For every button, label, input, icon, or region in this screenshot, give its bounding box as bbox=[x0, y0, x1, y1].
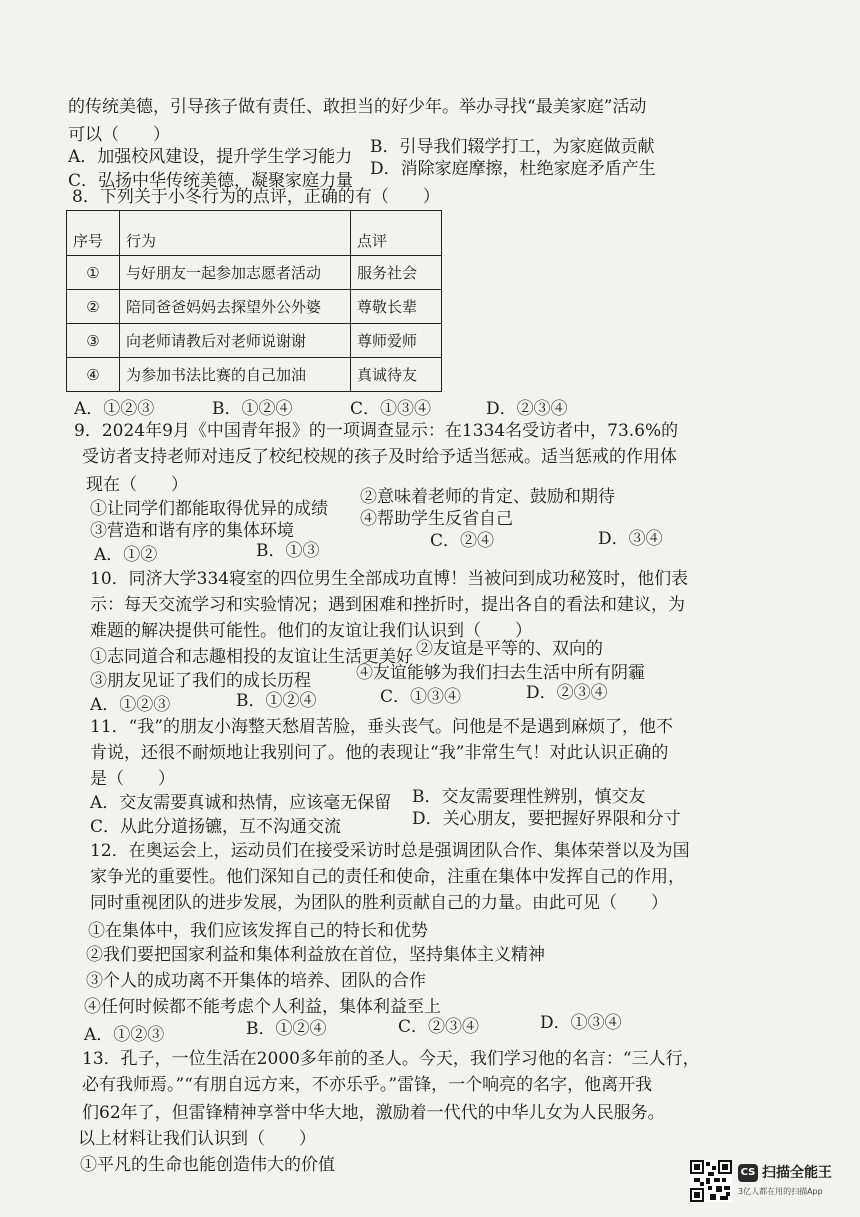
q8-option-d: D．②③④ bbox=[486, 399, 568, 419]
q11-option-d: D．关心朋友，要把握好界限和分寸 bbox=[412, 809, 681, 829]
q13-stem-line-2: 必有我师焉。”“有朋自远方来，不亦乐乎。”雷锋，一个响亮的名字，他离开我 bbox=[82, 1075, 653, 1095]
q9-stem-line-3: 现在（ ） bbox=[86, 475, 188, 495]
q10-option-c: C．①③④ bbox=[380, 687, 462, 707]
q12-stem-line-3: 同时重视团队的进步发展，为团队的胜利贡献自己的力量。由此可见（ ） bbox=[90, 893, 668, 913]
table-row bbox=[67, 256, 442, 290]
q10-statement-2: ②友谊是平等的、双向的 bbox=[416, 639, 603, 659]
table-cell-comment: 服务社会 bbox=[351, 256, 442, 290]
q9-statement-2: ②意味着老师的肯定、鼓励和期待 bbox=[360, 487, 615, 507]
q9-option-b: B．①③ bbox=[256, 541, 320, 561]
q12-statement-2: ②我们要把国家利益和集体利益放在首位，坚持集体主义精神 bbox=[86, 945, 545, 965]
q8-stem: 8．下列关于小冬行为的点评，正确的有（ ） bbox=[72, 187, 440, 207]
q11-stem-line-2: 肯说，还很不耐烦地让我别问了。他的表现让“我”非常生气！对此认识正确的 bbox=[90, 743, 669, 763]
q13-statement-1: ①平凡的生命也能创造伟大的价值 bbox=[80, 1155, 335, 1175]
scanner-brand: 扫描全能王 bbox=[762, 1165, 832, 1181]
q12-option-c: C．②③④ bbox=[398, 1017, 480, 1037]
q7-stem-line-2: 可以（ ） bbox=[68, 125, 170, 145]
q13-stem-line-4: 以上材料让我们认识到（ ） bbox=[78, 1129, 316, 1149]
q10-option-d: D．②③④ bbox=[526, 683, 608, 703]
table-cell-number: ② bbox=[67, 290, 120, 324]
q10-option-b: B．①②④ bbox=[236, 691, 317, 711]
q9-statement-1: ①让同学们都能取得优异的成绩 bbox=[90, 499, 328, 519]
table-row bbox=[67, 324, 442, 358]
table-header-comment: 点评 bbox=[351, 211, 442, 256]
q10-stem-line-3: 难题的解决提供可能性。他们的友谊让我们认识到（ ） bbox=[90, 621, 532, 641]
q8-table bbox=[66, 210, 442, 392]
scanner-watermark bbox=[690, 1160, 850, 1206]
q7-stem-line-1: 的传统美德，引导孩子做有责任、敢担当的好少年。举办寻找“最美家庭”活动 bbox=[68, 97, 647, 117]
q13-stem-line-3: 们62年了，但雷锋精神享誉中华大地，激励着一代代的中华儿女为人民服务。 bbox=[82, 1103, 665, 1123]
q7-option-a: A．加强校风建设，提升学生学习能力 bbox=[68, 147, 353, 167]
q12-statement-4: ④任何时候都不能考虑个人利益，集体利益至上 bbox=[84, 997, 441, 1017]
q12-stem-line-1: 12．在奥运会上，运动员们在接受采访时总是强调团队合作、集体荣誉以及为国 bbox=[90, 841, 690, 861]
q11-option-b: B．交友需要理性辨别，慎交友 bbox=[412, 787, 646, 807]
cs-logo-icon: CS bbox=[738, 1164, 758, 1182]
q10-option-a: A．①②③ bbox=[90, 695, 171, 715]
table-row bbox=[67, 358, 442, 392]
table-cell-comment: 尊敬长辈 bbox=[351, 290, 442, 324]
table-row bbox=[67, 290, 442, 324]
q10-stem-line-1: 10．同济大学334寝室的四位男生全部成功直博！当被问到成功秘笈时，他们表 bbox=[90, 569, 689, 589]
table-cell-behavior: 与好朋友一起参加志愿者活动 bbox=[120, 256, 351, 290]
q11-stem-line-1: 11．“我”的朋友小海整天愁眉苦脸，垂头丧气。问他是不是遇到麻烦了，他不 bbox=[90, 717, 674, 737]
table-cell-behavior: 陪同爸爸妈妈去探望外公外婆 bbox=[120, 290, 351, 324]
q7-option-d: D．消除家庭摩擦，杜绝家庭矛盾产生 bbox=[370, 159, 656, 179]
q9-stem-line-2: 受访者支持老师对违反了校纪校规的孩子及时给予适当惩戒。适当惩戒的作用体 bbox=[82, 447, 677, 467]
q10-statement-4: ④友谊能够为我们扫去生活中所有阴霾 bbox=[356, 663, 645, 683]
table-header-number: 序号 bbox=[67, 211, 120, 256]
q12-option-b: B．①②④ bbox=[246, 1019, 327, 1039]
q8-option-b: B．①②④ bbox=[212, 399, 293, 419]
q9-statement-4: ④帮助学生反省自己 bbox=[360, 509, 513, 529]
q10-statement-3: ③朋友见证了我们的成长历程 bbox=[90, 671, 311, 691]
table-header-behavior: 行为 bbox=[120, 211, 351, 256]
q11-option-a: A．交友需要真诚和热情，应该毫无保留 bbox=[90, 793, 392, 813]
q12-statement-1: ①在集体中，我们应该发挥自己的特长和优势 bbox=[88, 921, 428, 941]
q11-option-c: C．从此分道扬镳，互不沟通交流 bbox=[90, 817, 342, 837]
table-cell-number: ③ bbox=[67, 324, 120, 358]
q9-option-c: C．②④ bbox=[430, 531, 495, 551]
qr-code-icon bbox=[690, 1160, 732, 1202]
table-cell-behavior: 向老师请教后对老师说谢谢 bbox=[120, 324, 351, 358]
q8-option-a: A．①②③ bbox=[74, 399, 155, 419]
table-cell-comment: 尊师爱师 bbox=[351, 324, 442, 358]
q12-option-a: A．①②③ bbox=[84, 1025, 165, 1045]
table-cell-behavior: 为参加书法比赛的自己加油 bbox=[120, 358, 351, 392]
q11-stem-line-3: 是（ ） bbox=[90, 769, 175, 789]
q9-stem-line-1: 9．2024年9月《中国青年报》的一项调查显示：在1334名受访者中，73.6%的 bbox=[74, 421, 679, 441]
q13-stem-line-1: 13．孔子，一位生活在2000多年前的圣人。今天，我们学习他的名言：“三人行， bbox=[82, 1049, 700, 1069]
q9-option-d: D．③④ bbox=[598, 529, 663, 549]
q8-option-c: C．①③④ bbox=[350, 399, 432, 419]
table-cell-number: ① bbox=[67, 256, 120, 290]
table-cell-comment: 真诚待友 bbox=[351, 358, 442, 392]
q7-option-b: B．引导我们辍学打工，为家庭做贡献 bbox=[370, 137, 655, 157]
table-cell-number: ④ bbox=[67, 358, 120, 392]
q12-stem-line-2: 家争光的重要性。他们深知自己的责任和使命，注重在集体中发挥自己的作用， bbox=[90, 867, 685, 887]
q9-option-a: A．①② bbox=[94, 545, 158, 565]
q9-statement-3: ③营造和谐有序的集体环境 bbox=[90, 521, 294, 541]
scanner-tagline: 3亿人都在用的扫描App bbox=[738, 1187, 823, 1196]
q10-stem-line-2: 示：每天交流学习和实验情况；遇到困难和挫折时，提出各自的看法和建议，为 bbox=[90, 595, 685, 615]
q12-statement-3: ③个人的成功离不开集体的培养、团队的合作 bbox=[86, 971, 426, 991]
q10-statement-1: ①志同道合和志趣相投的友谊让生活更美好 bbox=[90, 647, 413, 667]
table-header-row bbox=[67, 211, 442, 256]
q12-option-d: D．①③④ bbox=[540, 1013, 622, 1033]
q7-option-c: C．弘扬中华传统美德，凝聚家庭力量 bbox=[68, 171, 354, 191]
